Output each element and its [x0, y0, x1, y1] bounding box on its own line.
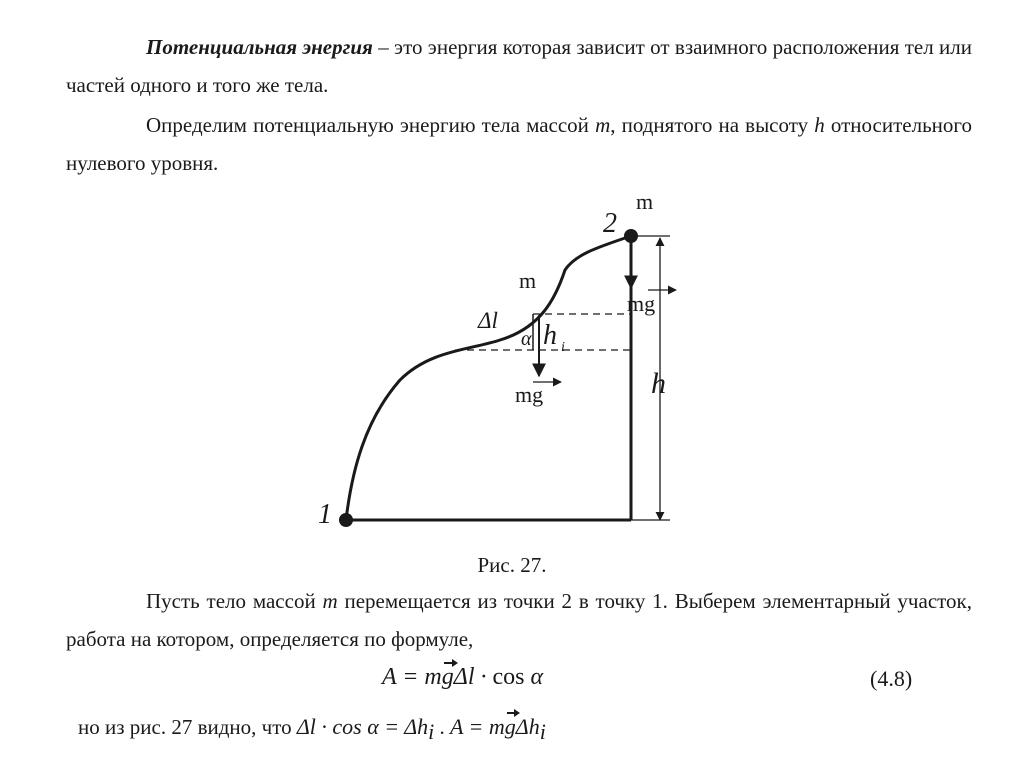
- conclusion-line: [78, 714, 546, 745]
- conclusion-text: но из рис. 27 видно, что: [78, 715, 297, 739]
- label-h-i: h: [543, 320, 557, 351]
- task-var-m: m: [595, 113, 611, 137]
- motion-var-m: m: [322, 589, 338, 613]
- conclusion-vector-g: g: [504, 714, 516, 739]
- figure-caption: Рис. 27.: [477, 553, 547, 577]
- conclusion-eq2-rest: Δh: [515, 714, 540, 739]
- label-alpha: α: [521, 328, 532, 350]
- task-text-2: , поднятого на высоту: [610, 113, 815, 137]
- trajectory-curve: [346, 236, 631, 520]
- motion-text-1: Пусть тело массой: [146, 589, 323, 613]
- term-potential-energy: Потенциальная энергия: [146, 35, 373, 59]
- point-1-dot: [339, 513, 353, 527]
- label-mg-mid: mg: [515, 382, 544, 407]
- equation-number: (4.8): [870, 666, 913, 691]
- motion-text-2: перемещается из точки 2 в точку 1. Выберем элементарный участок, работа на котором, определяется по формуле,: [66, 589, 972, 651]
- label-h: h: [651, 367, 666, 400]
- conclusion-separator: .: [434, 715, 451, 739]
- label-delta-l: Δl: [478, 308, 498, 333]
- task-text-1: Определим потенциальную энергию тела массой: [146, 113, 596, 137]
- formula-rest: Δl ·: [453, 664, 493, 690]
- label-h-i-subscript: i: [561, 340, 565, 355]
- label-point-2: 2: [603, 208, 617, 239]
- formula-cos: cos: [492, 664, 525, 690]
- task-var-h: h: [814, 113, 825, 137]
- label-m-mid: m: [519, 268, 537, 293]
- conclusion-eq2: A = m: [450, 714, 505, 739]
- conclusion-eq2-sub: i: [539, 719, 546, 745]
- conclusion-eq1-sub: i: [428, 719, 435, 745]
- work-formula: [382, 664, 543, 691]
- conclusion-eq1: Δl · cos α = Δh: [296, 714, 429, 739]
- label-mg-top: mg: [627, 291, 656, 316]
- task-text-3: относительного нулевого уровня.: [66, 113, 973, 175]
- label-m-top: m: [636, 189, 654, 214]
- label-point-1: 1: [318, 499, 332, 530]
- motion-paragraph: [66, 582, 972, 658]
- formula-vector-g: g: [441, 664, 454, 690]
- formula-lhs: A = m: [382, 664, 442, 690]
- definition-text: – это энергия которая зависит от взаимного расположения тел или частей одного и того же тела.: [66, 35, 972, 97]
- formula-alpha: α: [524, 664, 544, 690]
